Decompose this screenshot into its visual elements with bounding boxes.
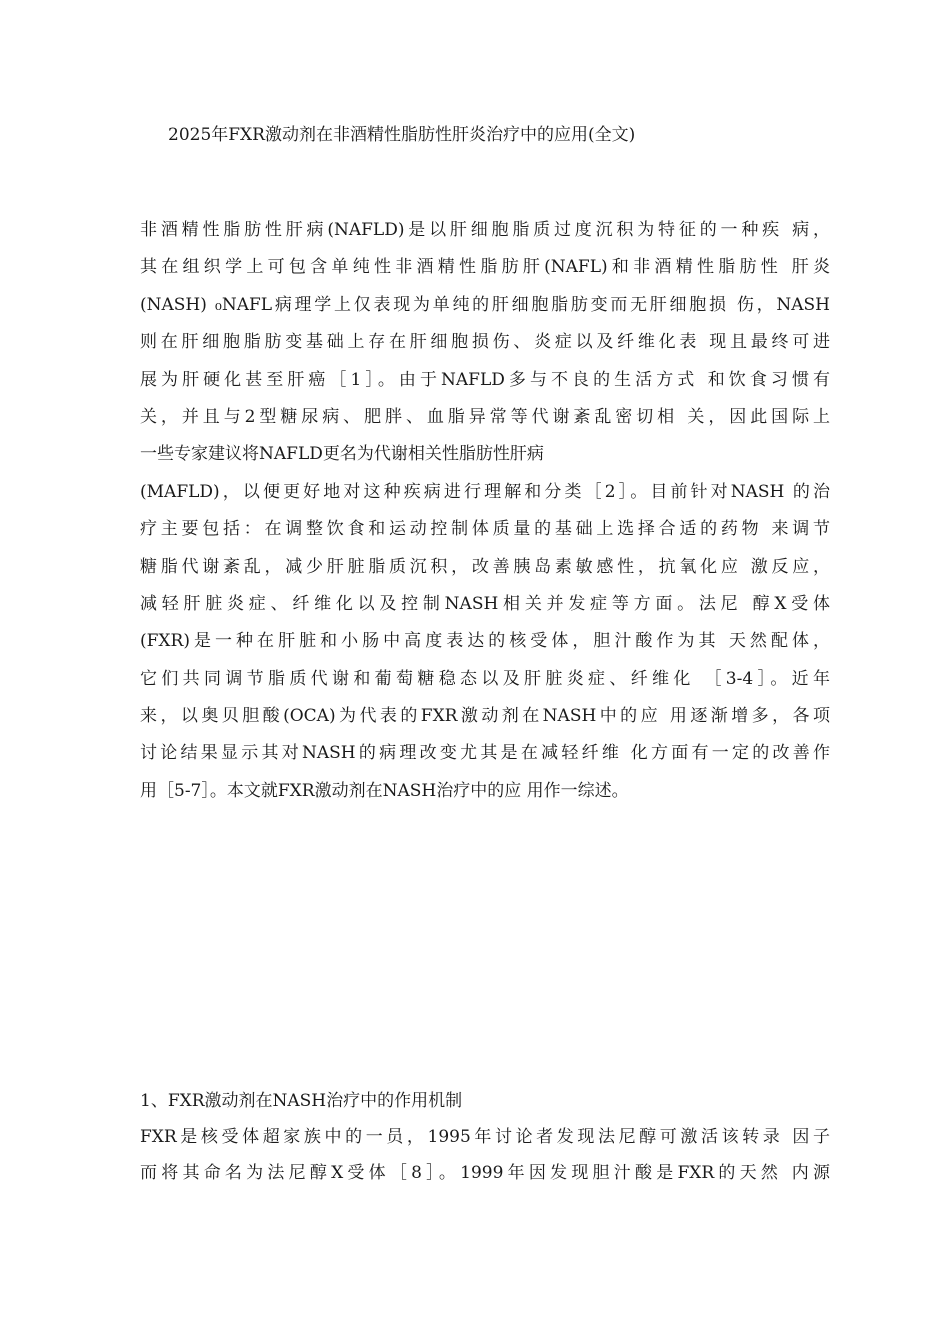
text-line: (FXR)是一种在肝脏和小肠中高度表达的核受体，胆汁酸作为其 天然配体， <box>140 631 830 652</box>
text-line: 非酒精性脂肪性肝病(NAFLD)是以肝细胞脂质过度沉积为特征的一种疾 病， <box>140 220 830 240</box>
text-line: 而将其命名为法尼醇X受体［8］。1999年因发现胆汁酸是FXR的天然 内源 <box>140 1163 830 1183</box>
intro-paragraph <box>140 212 830 810</box>
text-line: 来，以奥贝胆酸(OCA)为代表的FXR激动剂在NASH中的应 用逐渐增多，各项 <box>140 706 830 727</box>
text-line: 展为肝硬化甚至肝癌［1］。由于NAFLD多与不良的生活方式 和饮食习惯有 <box>140 369 830 390</box>
document-title: 2025年FXR激动剂在非酒精性脂肪性肝炎治疗中的应用(全文) <box>168 125 636 145</box>
text-line: 则在肝细胞脂肪变基础上存在肝细胞损伤、炎症以及纤维化表 现且最终可进 <box>140 332 830 353</box>
text-line: 其在组织学上可包含单纯性非酒精性脂肪肝(NAFL)和非酒精性脂肪性 肝炎 <box>140 257 830 278</box>
section-paragraph <box>140 1119 830 1191</box>
text-line: 用［5-7］。本文就FXR激动剂在NASH治疗中的应 用作一综述。 <box>140 780 629 801</box>
text-line: 减轻肝脏炎症、纤维化以及控制NASH相关并发症等方面。法尼 醇X受体 <box>140 593 830 614</box>
text-line: 糖脂代谢紊乱，减少肝脏脂质沉积，改善胰岛素敏感性，抗氧化应 激反应， <box>140 556 830 577</box>
text-line: 关，并且与2型糖尿病、肥胖、血脂异常等代谢紊乱密切相 关，因此国际上 <box>140 406 830 427</box>
text-line: 疗主要包括：在调整饮食和运动控制体质量的基础上选择合适的药物 来调节 <box>140 519 830 540</box>
text-line: (MAFLD)，以便更好地对这种疾病进行理解和分类［2］。目前针对NASH 的治 <box>140 481 830 502</box>
text-line: 讨论结果显示其对NASH的病理改变尤其是在减轻纤维 化方面有一定的改善作 <box>140 743 830 764</box>
text-line: 它们共同调节脂质代谢和葡萄糖稳态以及肝脏炎症、纤维化 ［3-4］。近年 <box>140 668 830 689</box>
text-line: FXR是核受体超家族中的一员，1995年讨论者发现法尼醇可激活该转录 因子 <box>140 1127 830 1147</box>
text-line: 一些专家建议将NAFLD更名为代谢相关性脂肪性肝病 <box>140 444 544 465</box>
text-line: (NASH) ₀NAFL病理学上仅表现为单纯的肝细胞脂肪变而无肝细胞损 伤，NASH <box>140 294 830 315</box>
section-heading: 1、FXR激动剂在NASH治疗中的作用机制 <box>140 1091 463 1111</box>
